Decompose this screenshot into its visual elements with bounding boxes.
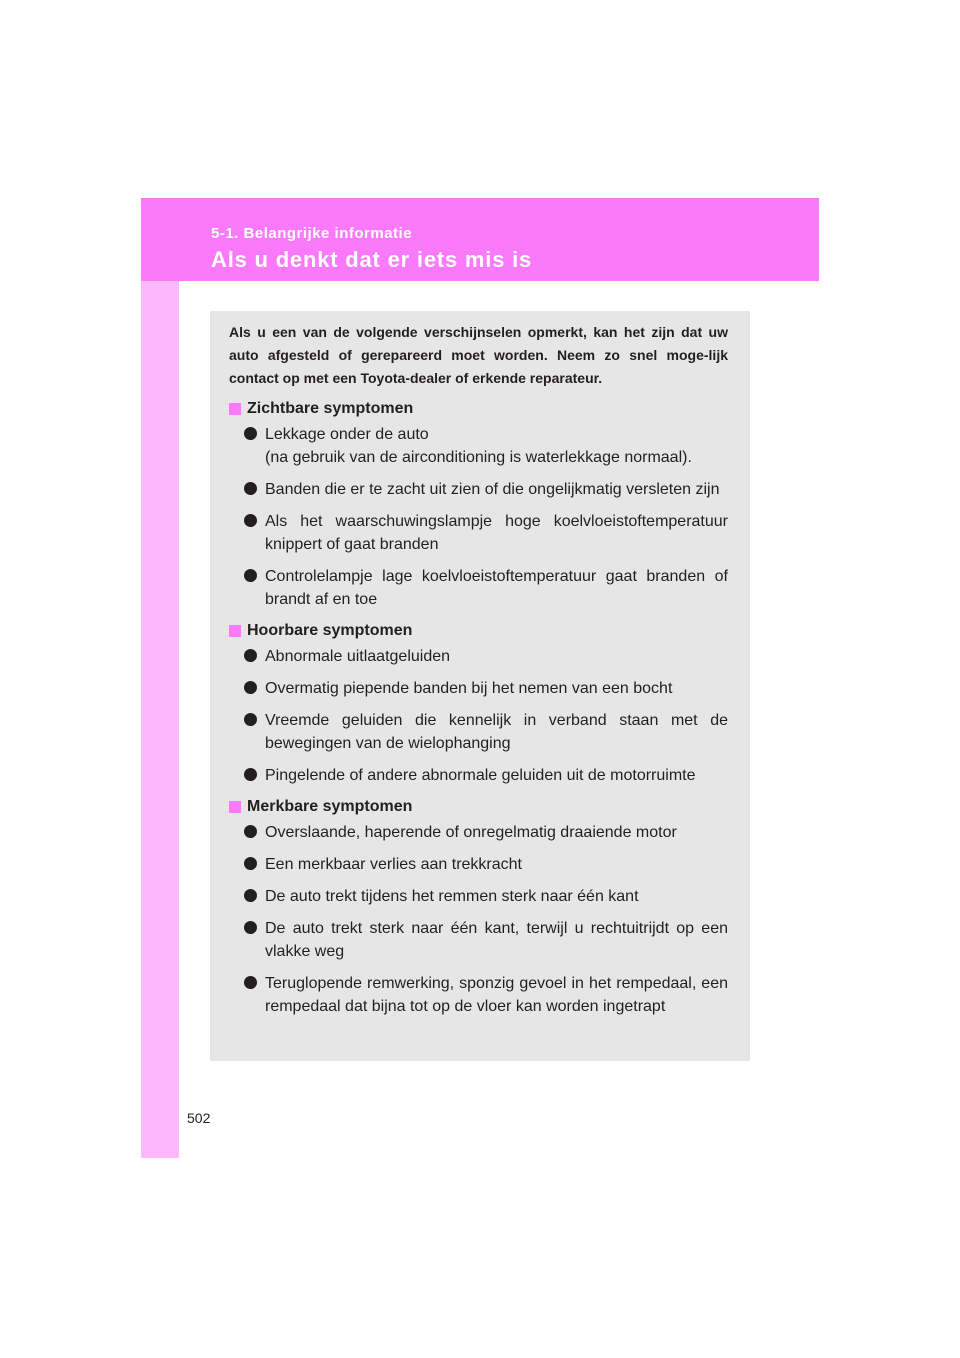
round-bullet-icon — [244, 569, 257, 582]
list-item — [244, 645, 728, 668]
round-bullet-icon — [244, 713, 257, 726]
symptoms-box — [210, 311, 750, 1061]
section-heading-text: Zichtbare symptomen — [247, 400, 414, 417]
page-number: 502 — [187, 1110, 211, 1126]
intro-text: Als u een van de volgende verschijnselen opmerkt, kan het zijn dat uw auto afgesteld of gerepareerd moet worden. Neem zo snel moge-lijk contact op met een Toyota-dealer of erkende reparateur. — [229, 324, 728, 386]
round-bullet-icon — [244, 514, 257, 527]
list-item-text: Overmatig piepende banden bij het nemen van een bocht — [265, 680, 673, 697]
list-item-text: Abnormale uitlaatgeluiden — [265, 648, 451, 665]
round-bullet-icon — [244, 649, 257, 662]
list-item-text: Overslaande, haperende of onregelmatig draaiende motor — [265, 824, 677, 841]
round-bullet-icon — [244, 825, 257, 838]
section-label: 5-1. Belangrijke informatie — [211, 225, 413, 242]
list-item-text: Controlelampje lage koelvloeistoftemperatuur gaat branden of brandt af en toe — [265, 568, 728, 608]
section-heading-text: Merkbare symptomen — [247, 798, 413, 815]
symptom-section — [229, 620, 728, 787]
section-heading — [229, 620, 728, 642]
list-item — [244, 510, 728, 556]
round-bullet-icon — [244, 857, 257, 870]
round-bullet-icon — [244, 889, 257, 902]
section-heading — [229, 398, 728, 420]
round-bullet-icon — [244, 482, 257, 495]
list-item — [244, 565, 728, 611]
list-item — [244, 917, 728, 963]
symptom-section — [229, 796, 728, 1018]
list-item-text: Vreemde geluiden die kennelijk in verband staan met de bewegingen van de wielophanging — [265, 712, 728, 752]
section-heading — [229, 796, 728, 818]
round-bullet-icon — [244, 681, 257, 694]
round-bullet-icon — [244, 427, 257, 440]
list-item-text: Een merkbaar verlies aan trekkracht — [265, 856, 522, 873]
list-item — [244, 423, 728, 469]
symptom-sections — [229, 398, 728, 1018]
list-item — [244, 764, 728, 787]
square-bullet-icon — [229, 403, 241, 415]
round-bullet-icon — [244, 976, 257, 989]
list-item-text: Teruglopende remwerking, sponzig gevoel in het rempedaal, een rempedaal dat bijna tot op de vloer kan worden ingetrapt — [265, 975, 728, 1015]
page-sidebar-strip — [141, 198, 179, 1158]
list-item — [244, 885, 728, 908]
section-heading-text: Hoorbare symptomen — [247, 622, 413, 639]
list-item-text: De auto trekt sterk naar één kant, terwijl u rechtuitrijdt op een vlakke weg — [265, 920, 728, 960]
square-bullet-icon — [229, 801, 241, 813]
page-header — [141, 198, 819, 281]
list-item — [244, 478, 728, 501]
list-item-text: Lekkage onder de auto (na gebruik van de airconditioning is waterlekkage normaal). — [265, 426, 692, 466]
list-item — [244, 853, 728, 876]
list-item — [244, 821, 728, 844]
square-bullet-icon — [229, 625, 241, 637]
list-item-text: Als het waarschuwingslampje hoge koelvloeistoftemperatuur knippert of gaat branden — [265, 513, 728, 553]
list-item — [244, 972, 728, 1018]
page-title: Als u denkt dat er iets mis is — [211, 247, 533, 272]
list-item — [244, 677, 728, 700]
round-bullet-icon — [244, 768, 257, 781]
list-item-text: Pingelende of andere abnormale geluiden uit de motorruimte — [265, 767, 696, 784]
round-bullet-icon — [244, 921, 257, 934]
list-item-text: De auto trekt tijdens het remmen sterk naar één kant — [265, 888, 639, 905]
symptom-section — [229, 398, 728, 611]
list-item — [244, 709, 728, 755]
list-item-text: Banden die er te zacht uit zien of die ongelijkmatig versleten zijn — [265, 481, 720, 498]
